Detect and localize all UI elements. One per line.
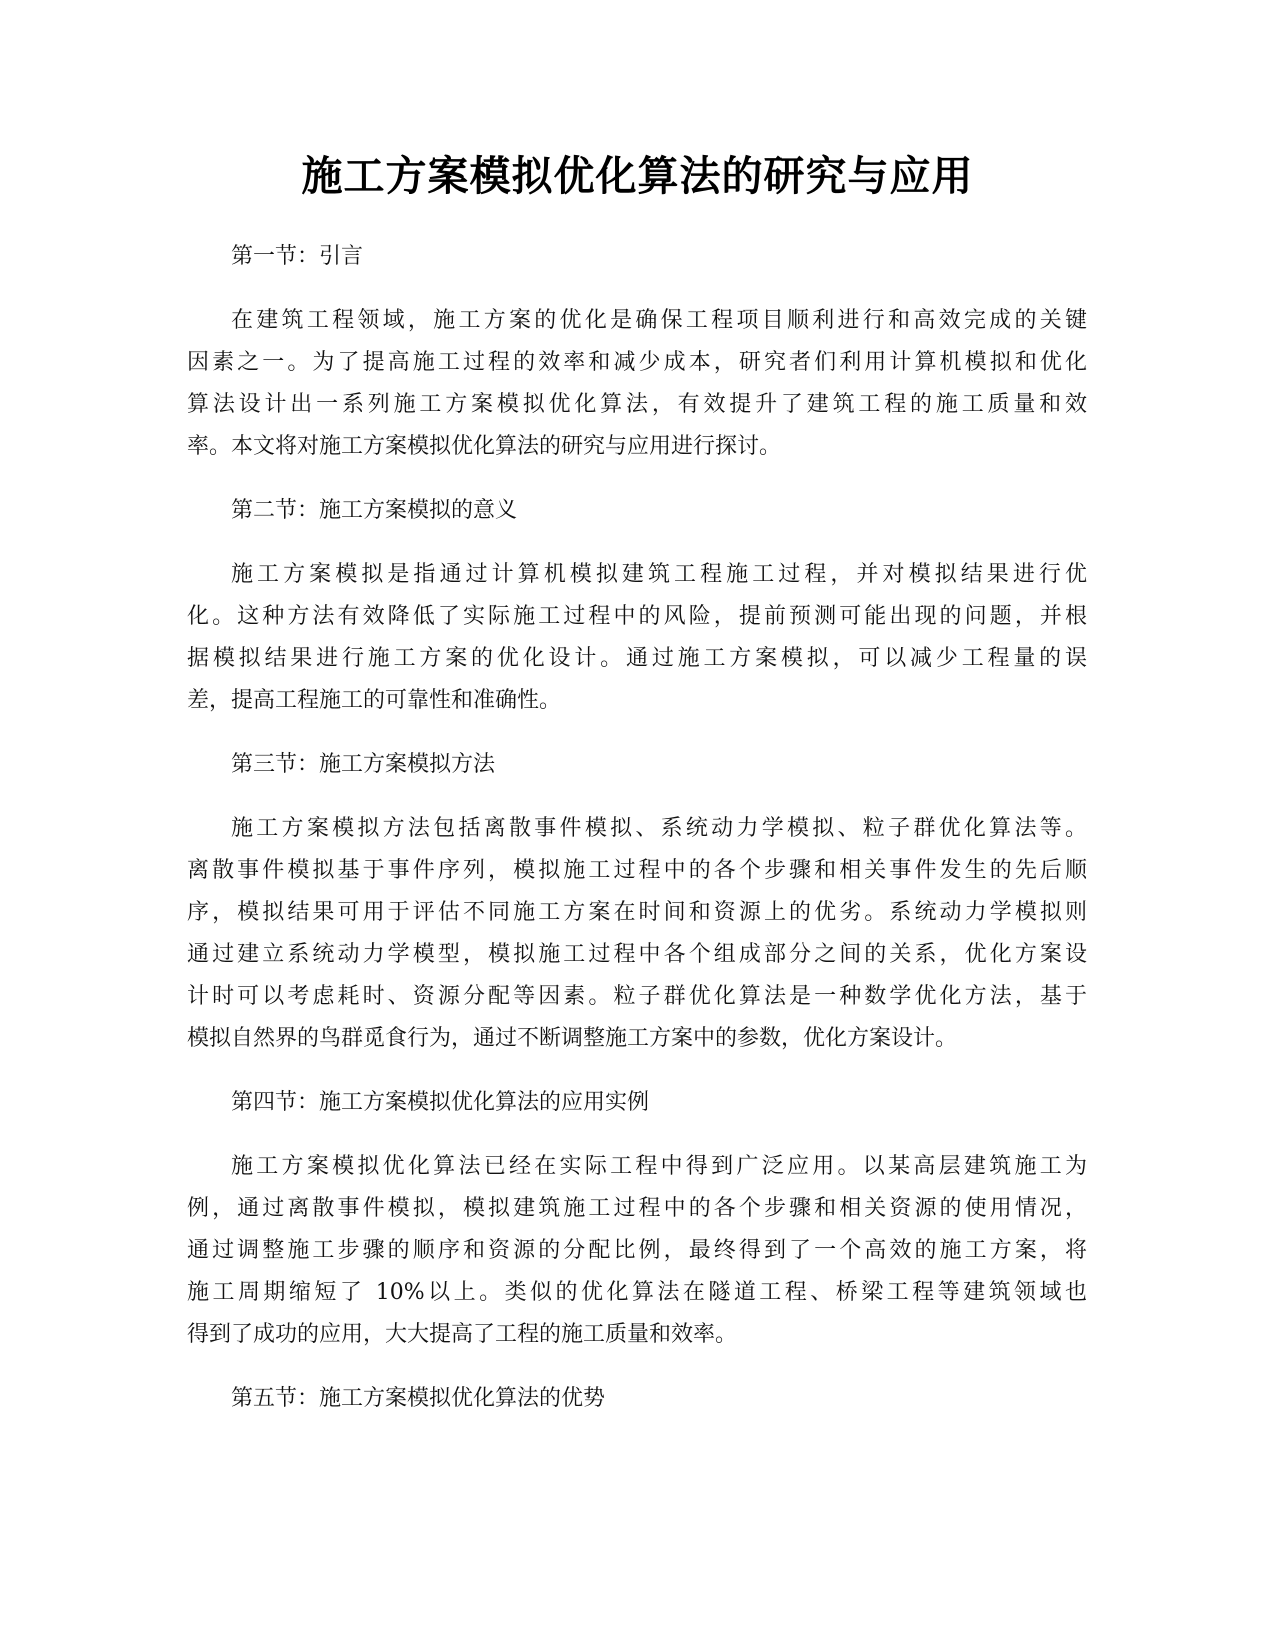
section-paragraph — [187, 300, 1087, 468]
document-body — [187, 236, 1087, 1420]
section-advantages — [187, 1378, 1087, 1420]
section-paragraph — [187, 808, 1087, 1060]
paragraph-line: 模拟自然界的鸟群觅食行为，通过不断调整施工方案中的参数，优化方案设计。 — [187, 1026, 958, 1051]
section-paragraph — [187, 554, 1087, 722]
section-methods — [187, 744, 1087, 1082]
paragraph-line: 差，提高工程施工的可靠性和准确性。 — [187, 688, 562, 713]
paragraph-line: 据模拟结果进行施工方案的优化设计。通过施工方案模拟，可以减少工程量的误 — [187, 646, 1087, 671]
section-heading: 第五节：施工方案模拟优化算法的优势 — [231, 1386, 606, 1411]
section-paragraph — [187, 1146, 1087, 1356]
section-heading: 第二节：施工方案模拟的意义 — [231, 498, 518, 523]
paragraph-line: 化。这种方法有效降低了实际施工过程中的风险，提前预测可能出现的问题，并根 — [187, 604, 1087, 629]
paragraph-line: 施工方案模拟是指通过计算机模拟建筑工程施工过程，并对模拟结果进行优 — [231, 562, 1087, 587]
paragraph-line: 通过调整施工步骤的顺序和资源的分配比例，最终得到了一个高效的施工方案，将 — [187, 1238, 1087, 1263]
paragraph-line: 序，模拟结果可用于评估不同施工方案在时间和资源上的优劣。系统动力学模拟则 — [187, 900, 1087, 925]
paragraph-line: 例，通过离散事件模拟，模拟建筑施工过程中的各个步骤和相关资源的使用情况， — [187, 1196, 1087, 1221]
paragraph-line: 施工方案模拟方法包括离散事件模拟、系统动力学模拟、粒子群优化算法等。 — [231, 816, 1087, 841]
section-significance — [187, 490, 1087, 744]
section-heading: 第一节：引言 — [231, 244, 364, 269]
paragraph-line: 因素之一。为了提高施工过程的效率和减少成本，研究者们利用计算机模拟和优化 — [187, 350, 1087, 375]
section-heading: 第四节：施工方案模拟优化算法的应用实例 — [231, 1090, 650, 1115]
paragraph-line: 得到了成功的应用，大大提高了工程的施工质量和效率。 — [187, 1322, 738, 1347]
section-application-examples — [187, 1082, 1087, 1378]
paragraph-line: 率。本文将对施工方案模拟优化算法的研究与应用进行探讨。 — [187, 434, 782, 459]
paragraph-line: 在建筑工程领域，施工方案的优化是确保工程项目顺利进行和高效完成的关键 — [231, 308, 1087, 333]
paragraph-line: 计时可以考虑耗时、资源分配等因素。粒子群优化算法是一种数学优化方法，基于 — [187, 984, 1087, 1009]
paragraph-line: 算法设计出一系列施工方案模拟优化算法，有效提升了建筑工程的施工质量和效 — [187, 392, 1087, 417]
section-introduction — [187, 236, 1087, 490]
paragraph-line: 施工周期缩短了 10%以上。类似的优化算法在隧道工程、桥梁工程等建筑领域也 — [187, 1280, 1087, 1305]
section-heading: 第三节：施工方案模拟方法 — [231, 752, 496, 777]
paragraph-line: 离散事件模拟基于事件序列，模拟施工过程中的各个步骤和相关事件发生的先后顺 — [187, 858, 1087, 883]
document-title: 施工方案模拟优化算法的研究与应用 — [301, 152, 974, 200]
paragraph-line: 施工方案模拟优化算法已经在实际工程中得到广泛应用。以某高层建筑施工为 — [231, 1154, 1087, 1179]
paragraph-line: 通过建立系统动力学模型，模拟施工过程中各个组成部分之间的关系，优化方案设 — [187, 942, 1087, 967]
